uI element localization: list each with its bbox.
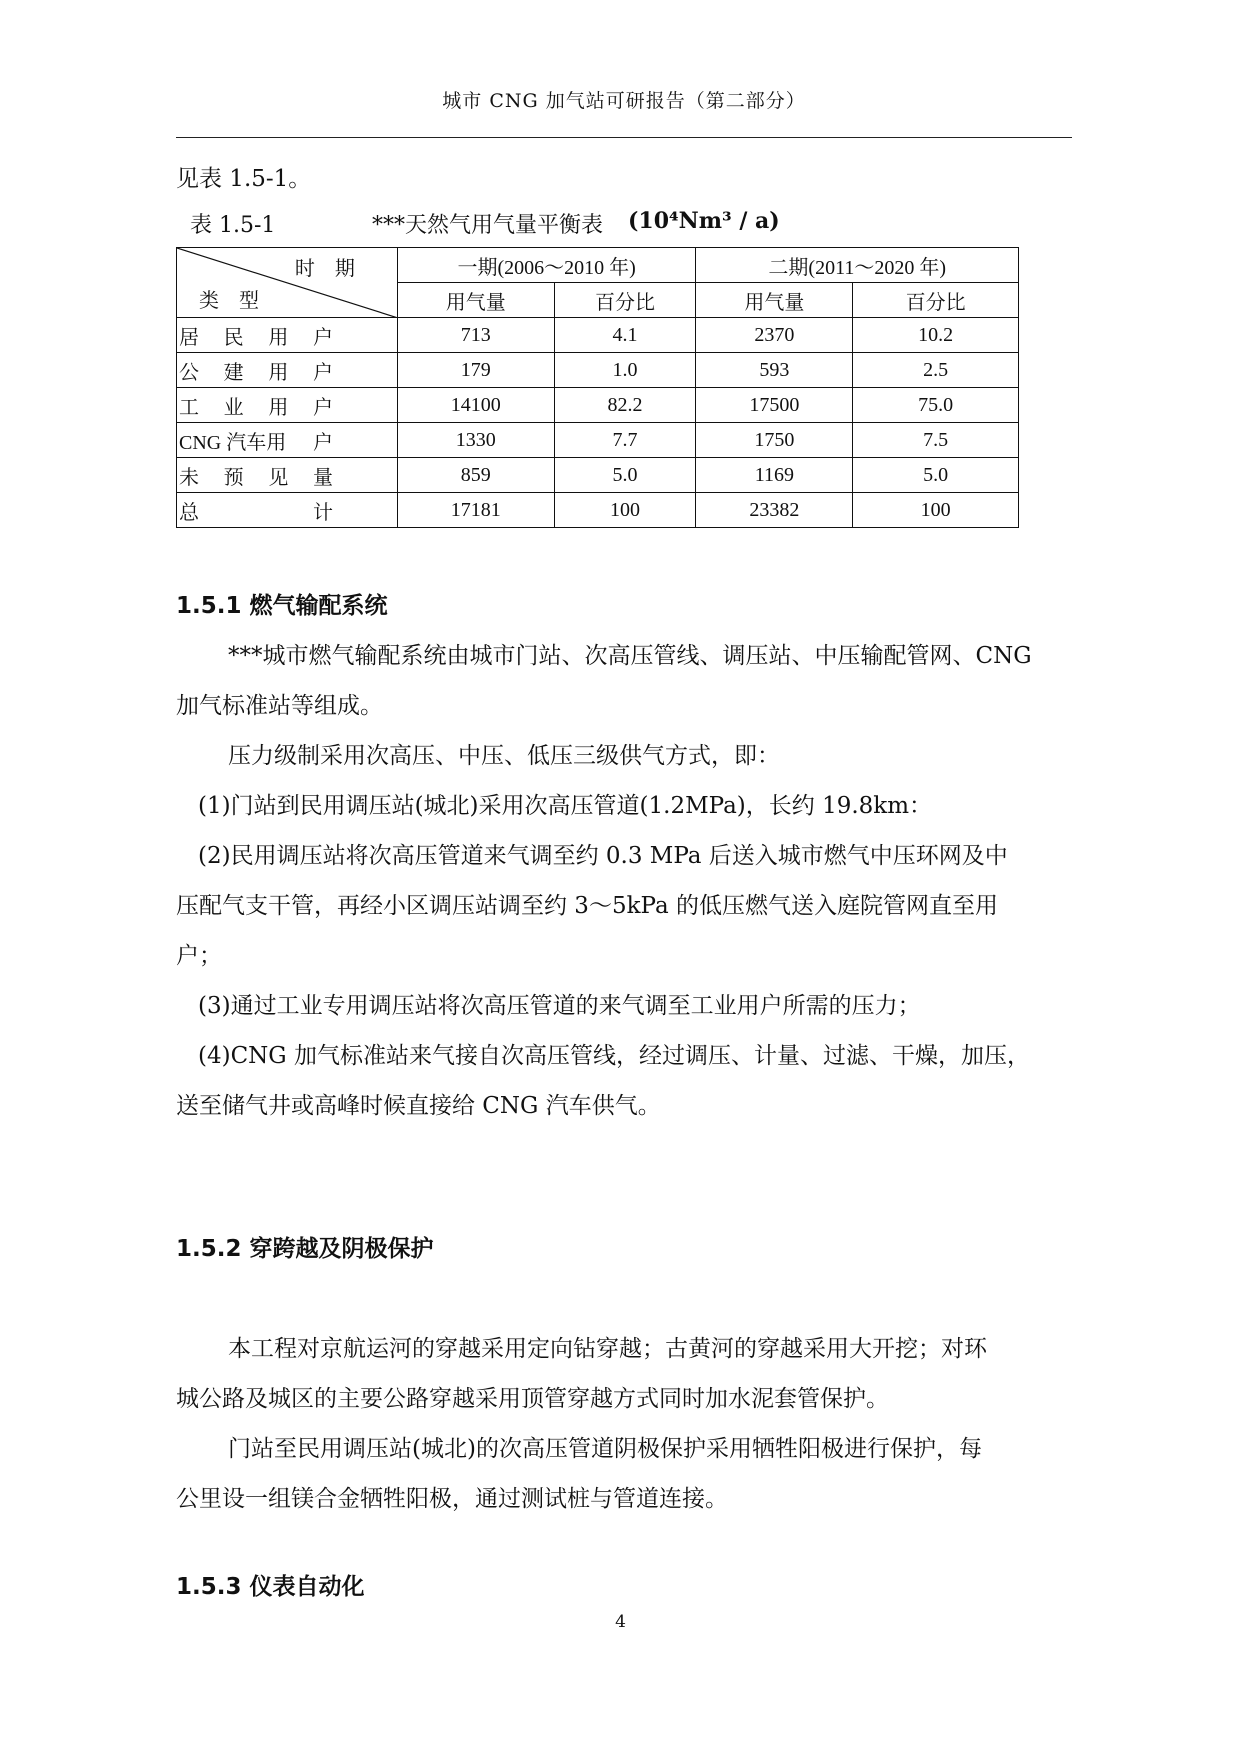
row-type-cell <box>177 458 398 493</box>
cell-p2-percent: 5.0 <box>853 458 1019 493</box>
cell-p1-volume: 179 <box>397 353 554 388</box>
cell-p1-percent: 4.1 <box>554 318 696 353</box>
row-type-char: 户 <box>313 431 333 454</box>
section-1-5-2-title: 1.5.2 穿跨越及阴极保护 <box>176 1236 434 1262</box>
paragraph-line: (4)CNG 加气标准站来气接自次高压管线，经过调压、计量、过滤、干燥，加压， <box>198 1043 1030 1069</box>
header-period-1: 一期(2006～2010 年) <box>397 248 696 283</box>
table-row <box>177 458 1019 493</box>
intro-line: 见表 1.5-1。 <box>176 166 312 192</box>
table-row <box>177 423 1019 458</box>
paragraph-line: 压力级制采用次高压、中压、低压三级供气方式，即： <box>228 743 780 769</box>
table-row <box>177 353 1019 388</box>
gas-balance-table <box>176 247 1019 528</box>
row-type-char: 建 <box>223 361 244 384</box>
section-1-5-1-title: 1.5.1 燃气输配系统 <box>176 593 388 619</box>
cell-p2-percent: 100 <box>853 493 1019 528</box>
cell-p1-volume: 14100 <box>397 388 554 423</box>
cell-p2-volume: 2370 <box>696 318 853 353</box>
row-type-char: 居 <box>179 326 199 349</box>
row-type-char: 见 <box>268 466 289 489</box>
paragraph-line: 户； <box>176 943 222 969</box>
cell-p2-volume: 1169 <box>696 458 853 493</box>
paragraph-line: 压配气支干管，再经小区调压站调至约 3～5kPa 的低压燃气送入庭院管网直至用 <box>176 893 998 919</box>
paragraph-line: 城公路及城区的主要公路穿越采用顶管穿越方式同时加水泥套管保护。 <box>176 1386 889 1412</box>
cell-p1-percent: 7.7 <box>554 423 696 458</box>
row-type-cell <box>177 423 398 458</box>
corner-label-type: 类 型 <box>199 290 259 312</box>
header-rule <box>176 137 1072 138</box>
cell-p1-volume: 859 <box>397 458 554 493</box>
row-type-cell <box>177 353 398 388</box>
row-type-char: 工 <box>179 396 199 419</box>
row-type-char: 用 <box>268 326 289 349</box>
subheader-p2-percent: 百分比 <box>853 283 1019 318</box>
cell-p2-percent: 75.0 <box>853 388 1019 423</box>
cell-p1-volume: 17181 <box>397 493 554 528</box>
subheader-p1-volume: 用气量 <box>397 283 554 318</box>
cell-p1-percent: 1.0 <box>554 353 696 388</box>
cell-p2-volume: 1750 <box>696 423 853 458</box>
paragraph-line: (2)民用调压站将次高压管道来气调至约 0.3 MPa 后送入城市燃气中压环网及中 <box>198 843 1008 869</box>
paragraph-line: 加气标准站等组成。 <box>176 693 383 719</box>
paragraph-line: ***城市燃气输配系统由城市门站、次高压管线、调压站、中压输配管网、CNG <box>228 643 1032 669</box>
cell-p1-percent: 100 <box>554 493 696 528</box>
header-period-2: 二期(2011～2020 年) <box>696 248 1019 283</box>
table-caption-unit: (10⁴Nm³ / a) <box>628 208 780 234</box>
table-caption-number: 表 1.5-1 <box>190 213 276 238</box>
row-type-char: 民 <box>223 326 244 349</box>
row-type-char: 用 <box>268 396 289 419</box>
row-type-char: CNG 汽车用 <box>179 431 287 454</box>
cell-p1-percent: 5.0 <box>554 458 696 493</box>
paragraph-line: (3)通过工业专用调压站将次高压管道的来气调至工业用户所需的压力； <box>198 993 921 1019</box>
cell-p1-percent: 82.2 <box>554 388 696 423</box>
row-type-char: 总 <box>179 501 199 524</box>
row-type-char: 业 <box>223 396 244 419</box>
paragraph-line: 公里设一组镁合金牺牲阳极，通过测试桩与管道连接。 <box>176 1486 728 1512</box>
row-type-char: 用 <box>268 361 289 384</box>
cell-p2-volume: 23382 <box>696 493 853 528</box>
cell-p2-volume: 17500 <box>696 388 853 423</box>
cell-p2-percent: 7.5 <box>853 423 1019 458</box>
row-type-cell <box>177 493 398 528</box>
row-type-char: 未 <box>179 466 199 489</box>
section-1-5-3-title: 1.5.3 仪表自动化 <box>176 1574 365 1600</box>
paragraph-line: (1)门站到民用调压站(城北)采用次高压管道(1.2MPa)，长约 19.8km： <box>198 793 933 819</box>
row-type-cell <box>177 318 398 353</box>
table-row <box>177 388 1019 423</box>
table-row <box>177 318 1019 353</box>
paragraph-line: 门站至民用调压站(城北)的次高压管道阴极保护采用牺牲阳极进行保护，每 <box>228 1436 982 1462</box>
page-header-title: 城市 CNG 加气站可研报告（第二部分） <box>442 90 806 112</box>
table-row <box>177 493 1019 528</box>
cell-p1-volume: 713 <box>397 318 554 353</box>
cell-p2-volume: 593 <box>696 353 853 388</box>
row-type-char: 量 <box>312 466 333 489</box>
cell-p1-volume: 1330 <box>397 423 554 458</box>
corner-label-period: 时 期 <box>294 258 355 280</box>
table-corner-cell <box>177 248 398 318</box>
row-type-char: 计 <box>313 501 333 524</box>
row-type-char: 户 <box>312 361 333 384</box>
row-type-char: 户 <box>312 396 333 419</box>
row-type-cell <box>177 388 398 423</box>
table-caption-title: ***天然气用气量平衡表 <box>372 213 604 238</box>
row-type-char: 公 <box>179 361 199 384</box>
page-number: 4 <box>615 1612 626 1632</box>
paragraph-line: 送至储气井或高峰时候直接给 CNG 汽车供气。 <box>176 1093 661 1119</box>
cell-p2-percent: 2.5 <box>853 353 1019 388</box>
row-type-char: 预 <box>223 466 244 489</box>
subheader-p2-volume: 用气量 <box>696 283 853 318</box>
cell-p2-percent: 10.2 <box>853 318 1019 353</box>
subheader-p1-percent: 百分比 <box>554 283 696 318</box>
paragraph-line: 本工程对京航运河的穿越采用定向钻穿越；古黄河的穿越采用大开挖；对环 <box>228 1336 987 1362</box>
row-type-char: 户 <box>312 326 333 349</box>
